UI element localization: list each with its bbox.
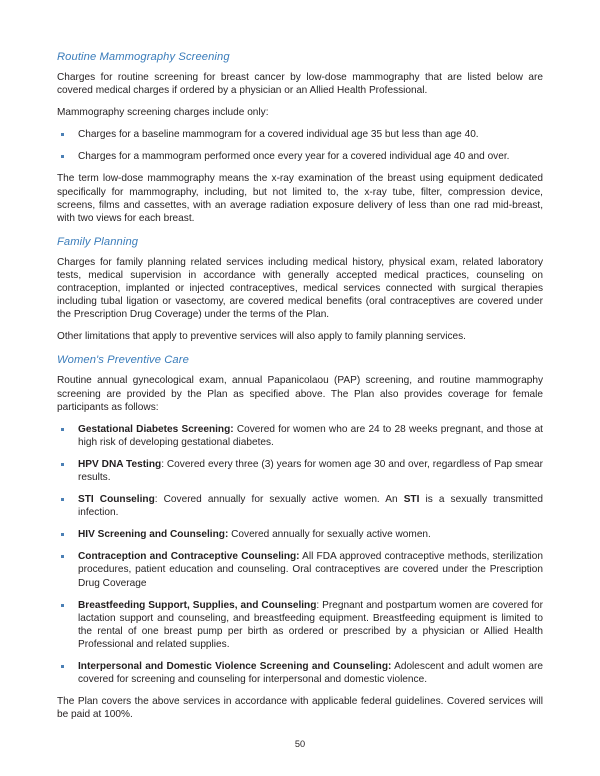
list-item xyxy=(57,528,543,541)
heading-family-planning: Family Planning xyxy=(57,235,139,248)
paragraph-low-dose-definition: The term low-dose mammography means the x-ray examination of the breast using equipment dedicated specifically for mammography, including, but not limited to, the x-ray tube, filter, compression device, screens, films and cassettes, with an average radiation exposure delivery of less than one rad mid-breast, with two views for each breast. xyxy=(57,173,543,224)
heading-routine-mammography-screening: Routine Mammography Screening xyxy=(57,51,230,63)
page-content xyxy=(57,50,543,721)
list-womens-preventive-services xyxy=(57,423,543,687)
list-item xyxy=(57,128,543,141)
list-item-text: Covered for women who are 24 to 28 weeks pregnant, and those at high risk of developing gestational diabetes. xyxy=(78,423,543,448)
page-number: 50 xyxy=(294,739,306,749)
paragraph-family-planning-limitations: Other limitations that apply to preventive services will also apply to family planning services. xyxy=(57,331,466,343)
list-item-text: : Pregnant and postpartum women are covered for lactation support and counseling, and breastfeeding equipment. Breastfeeding equipment is limited to the rental of one breast pump per birth as ordered or prescribed by a physician or Allied Health Professional and related supplies. xyxy=(78,599,543,650)
list-item xyxy=(57,550,543,589)
paragraph-family-planning-services: Charges for family planning related services including medical history, physical exam, related laboratory tests, medical supervision in accordance with generally accepted medical practices, counseling on contraception, implanted or injected contraceptives, medical services connected with surgical therapies including tubal ligation or vasectomy, are covered medical benefits (oral contraceptives are covered under the Prescription Drug Coverage) under the terms of the Plan. xyxy=(57,256,543,321)
bullet-icon xyxy=(61,133,64,136)
list-item-text-continued: is a sexually transmitted infection. xyxy=(78,494,544,519)
list-item-lead: Breastfeeding Support, Supplies, and Counseling xyxy=(78,599,317,611)
list-mammography-charges xyxy=(57,128,543,163)
list-item xyxy=(57,660,543,686)
list-item-text: Covered annually for sexually active women. xyxy=(228,529,431,541)
paragraph-federal-guidelines: The Plan covers the above services in accordance with applicable federal guidelines. Covered services will be paid at 100%. xyxy=(57,696,543,721)
paragraph-mammography-include: Mammography screening charges include only: xyxy=(57,107,269,119)
list-item-lead: HPV DNA Testing xyxy=(78,458,162,470)
list-item-lead: Contraception and Contraceptive Counseling: xyxy=(78,551,300,563)
heading-womens-preventive-care: Women's Preventive Care xyxy=(57,354,189,367)
list-item-lead: HIV Screening and Counseling: xyxy=(78,529,229,541)
bullet-icon xyxy=(61,604,64,607)
paragraph-womens-preventive-intro: Routine annual gynecological exam, annual Papanicolaou (PAP) screening, and routine mammography screening are provided by the Plan as specified above. The Plan also provides coverage for female participants as follows: xyxy=(57,375,543,413)
list-item-text: Charges for a mammogram performed once every year for a covered individual age 40 and over. xyxy=(78,151,510,163)
list-item-lead: Interpersonal and Domestic Violence Screening and Counseling: xyxy=(78,661,392,672)
bullet-icon xyxy=(61,428,64,431)
list-item-text: : Covered every three (3) years for women age 30 and over, regardless of Pap smear results. xyxy=(78,458,543,483)
list-item xyxy=(57,493,543,519)
list-item-lead: Gestational Diabetes Screening: xyxy=(78,423,234,435)
list-item-inline-bold: STI xyxy=(403,494,420,506)
list-item-lead: STI Counseling xyxy=(78,494,155,506)
list-item xyxy=(57,150,543,163)
list-item-text: All FDA approved contraceptive methods, sterilization procedures, patient education and counseling. Oral contraceptives are covered under the Prescription Drug Coverage xyxy=(78,551,543,589)
list-item xyxy=(57,458,543,484)
bullet-icon xyxy=(61,665,64,668)
paragraph-mammography-intro: Charges for routine screening for breast cancer by low-dose mammography that are listed below are covered medical charges if ordered by a physician or an Allied Health Professional. xyxy=(57,72,543,97)
list-item-text: : Covered annually for sexually active women. An xyxy=(154,494,404,506)
bullet-icon xyxy=(61,533,64,536)
list-item xyxy=(57,423,543,449)
bullet-icon xyxy=(61,463,64,466)
list-item-text: Adolescent and adult women are covered for screening and counseling for interpersonal and domestic violence. xyxy=(78,661,543,686)
list-item xyxy=(57,599,543,651)
bullet-icon xyxy=(61,155,64,158)
list-item-text: Charges for a baseline mammogram for a covered individual age 35 but less than age 40. xyxy=(78,129,479,141)
bullet-icon xyxy=(61,498,64,501)
bullet-icon xyxy=(61,555,64,558)
